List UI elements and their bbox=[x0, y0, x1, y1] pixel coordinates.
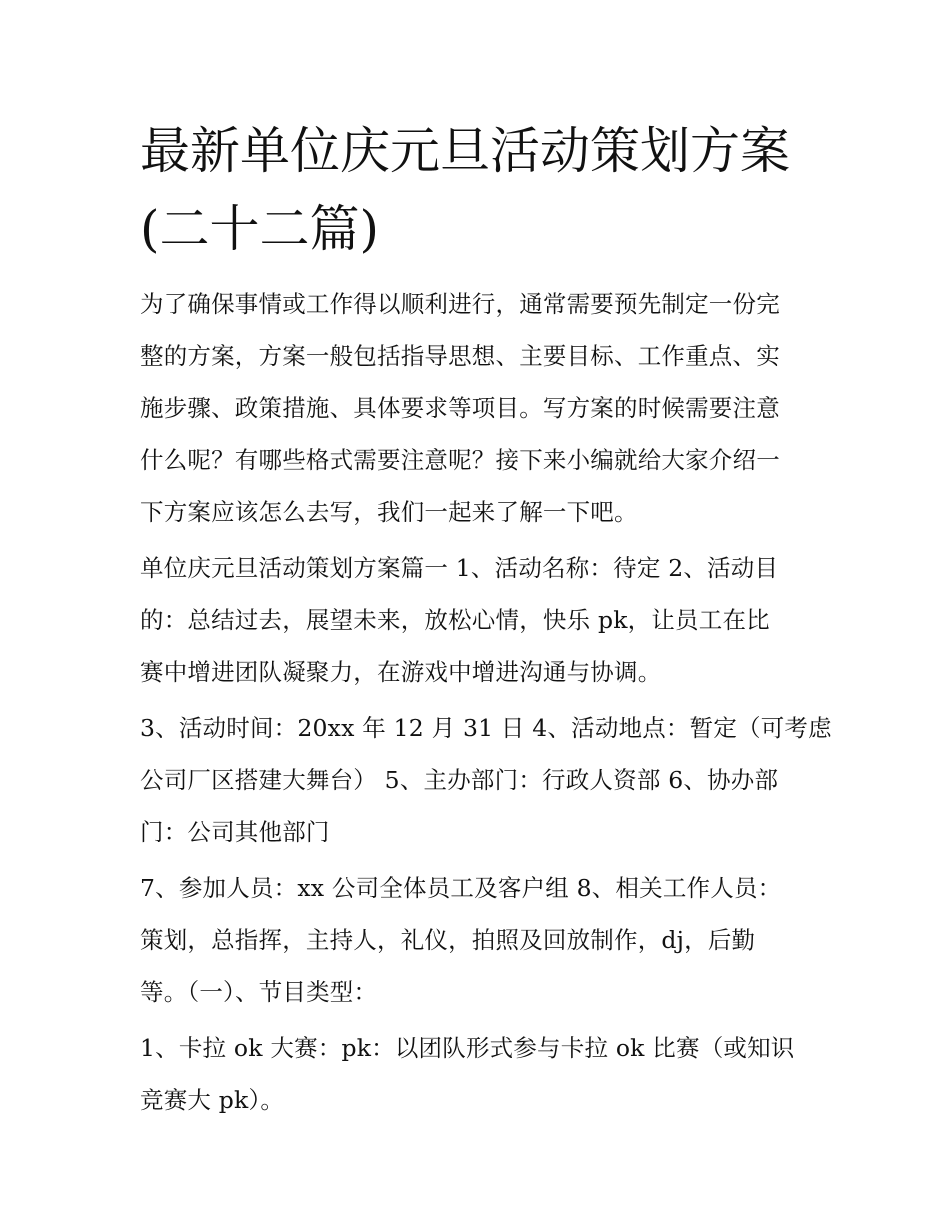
title-line: (二十二篇) bbox=[140, 200, 380, 258]
text-line: 下方案应该怎么去写，我们一起来了解一下吧。 bbox=[140, 498, 638, 526]
text-line: 门：公司其他部门 bbox=[140, 818, 330, 846]
text-line: 1、卡拉 ok 大赛：pk：以团队形式参与卡拉 ok 比赛（或知识 bbox=[140, 1034, 795, 1062]
text-line: 竞赛大 pk）。 bbox=[140, 1086, 285, 1114]
text-line: 策划，总指挥，主持人，礼仪，拍照及回放制作，dj，后勤 bbox=[140, 926, 756, 954]
intro-paragraph bbox=[140, 278, 825, 538]
text-line: 施步骤、政策措施、具体要求等项目。写方案的时候需要注意 bbox=[140, 394, 780, 422]
section-paragraph bbox=[140, 1022, 825, 1126]
text-line: 等。（一）、节目类型： bbox=[140, 978, 378, 1006]
text-line: 的：总结过去，展望未来，放松心情，快乐 pk，让员工在比 bbox=[140, 606, 770, 634]
document-body bbox=[140, 278, 832, 1130]
text-line: 为了确保事情或工作得以顺利进行，通常需要预先制定一份完 bbox=[140, 290, 780, 318]
text-line: 赛中增进团队凝聚力，在游戏中增进沟通与协调。 bbox=[140, 658, 662, 686]
text-line: 7、参加人员：xx 公司全体员工及客户组 8、相关工作人员： bbox=[140, 874, 782, 902]
title-line: 最新单位庆元旦活动策划方案 bbox=[140, 122, 790, 180]
text-line: 整的方案，方案一般包括指导思想、主要目标、工作重点、实 bbox=[140, 342, 780, 370]
text-line: 3、活动时间：20xx 年 12 月 31 日 4、活动地点：暂定（可考虑 bbox=[140, 714, 832, 742]
section-paragraph bbox=[140, 862, 825, 1018]
section-paragraph bbox=[140, 542, 825, 698]
text-line: 什么呢？有哪些格式需要注意呢？接下来小编就给大家介绍一 bbox=[140, 446, 780, 474]
text-line: 公司厂区搭建大舞台） 5、主办部门：行政人资部 6、协办部 bbox=[140, 766, 779, 794]
section-paragraph bbox=[140, 702, 832, 858]
document-title bbox=[140, 112, 820, 268]
text-line: 单位庆元旦活动策划方案篇一 1、活动名称：待定 2、活动目 bbox=[140, 554, 779, 582]
